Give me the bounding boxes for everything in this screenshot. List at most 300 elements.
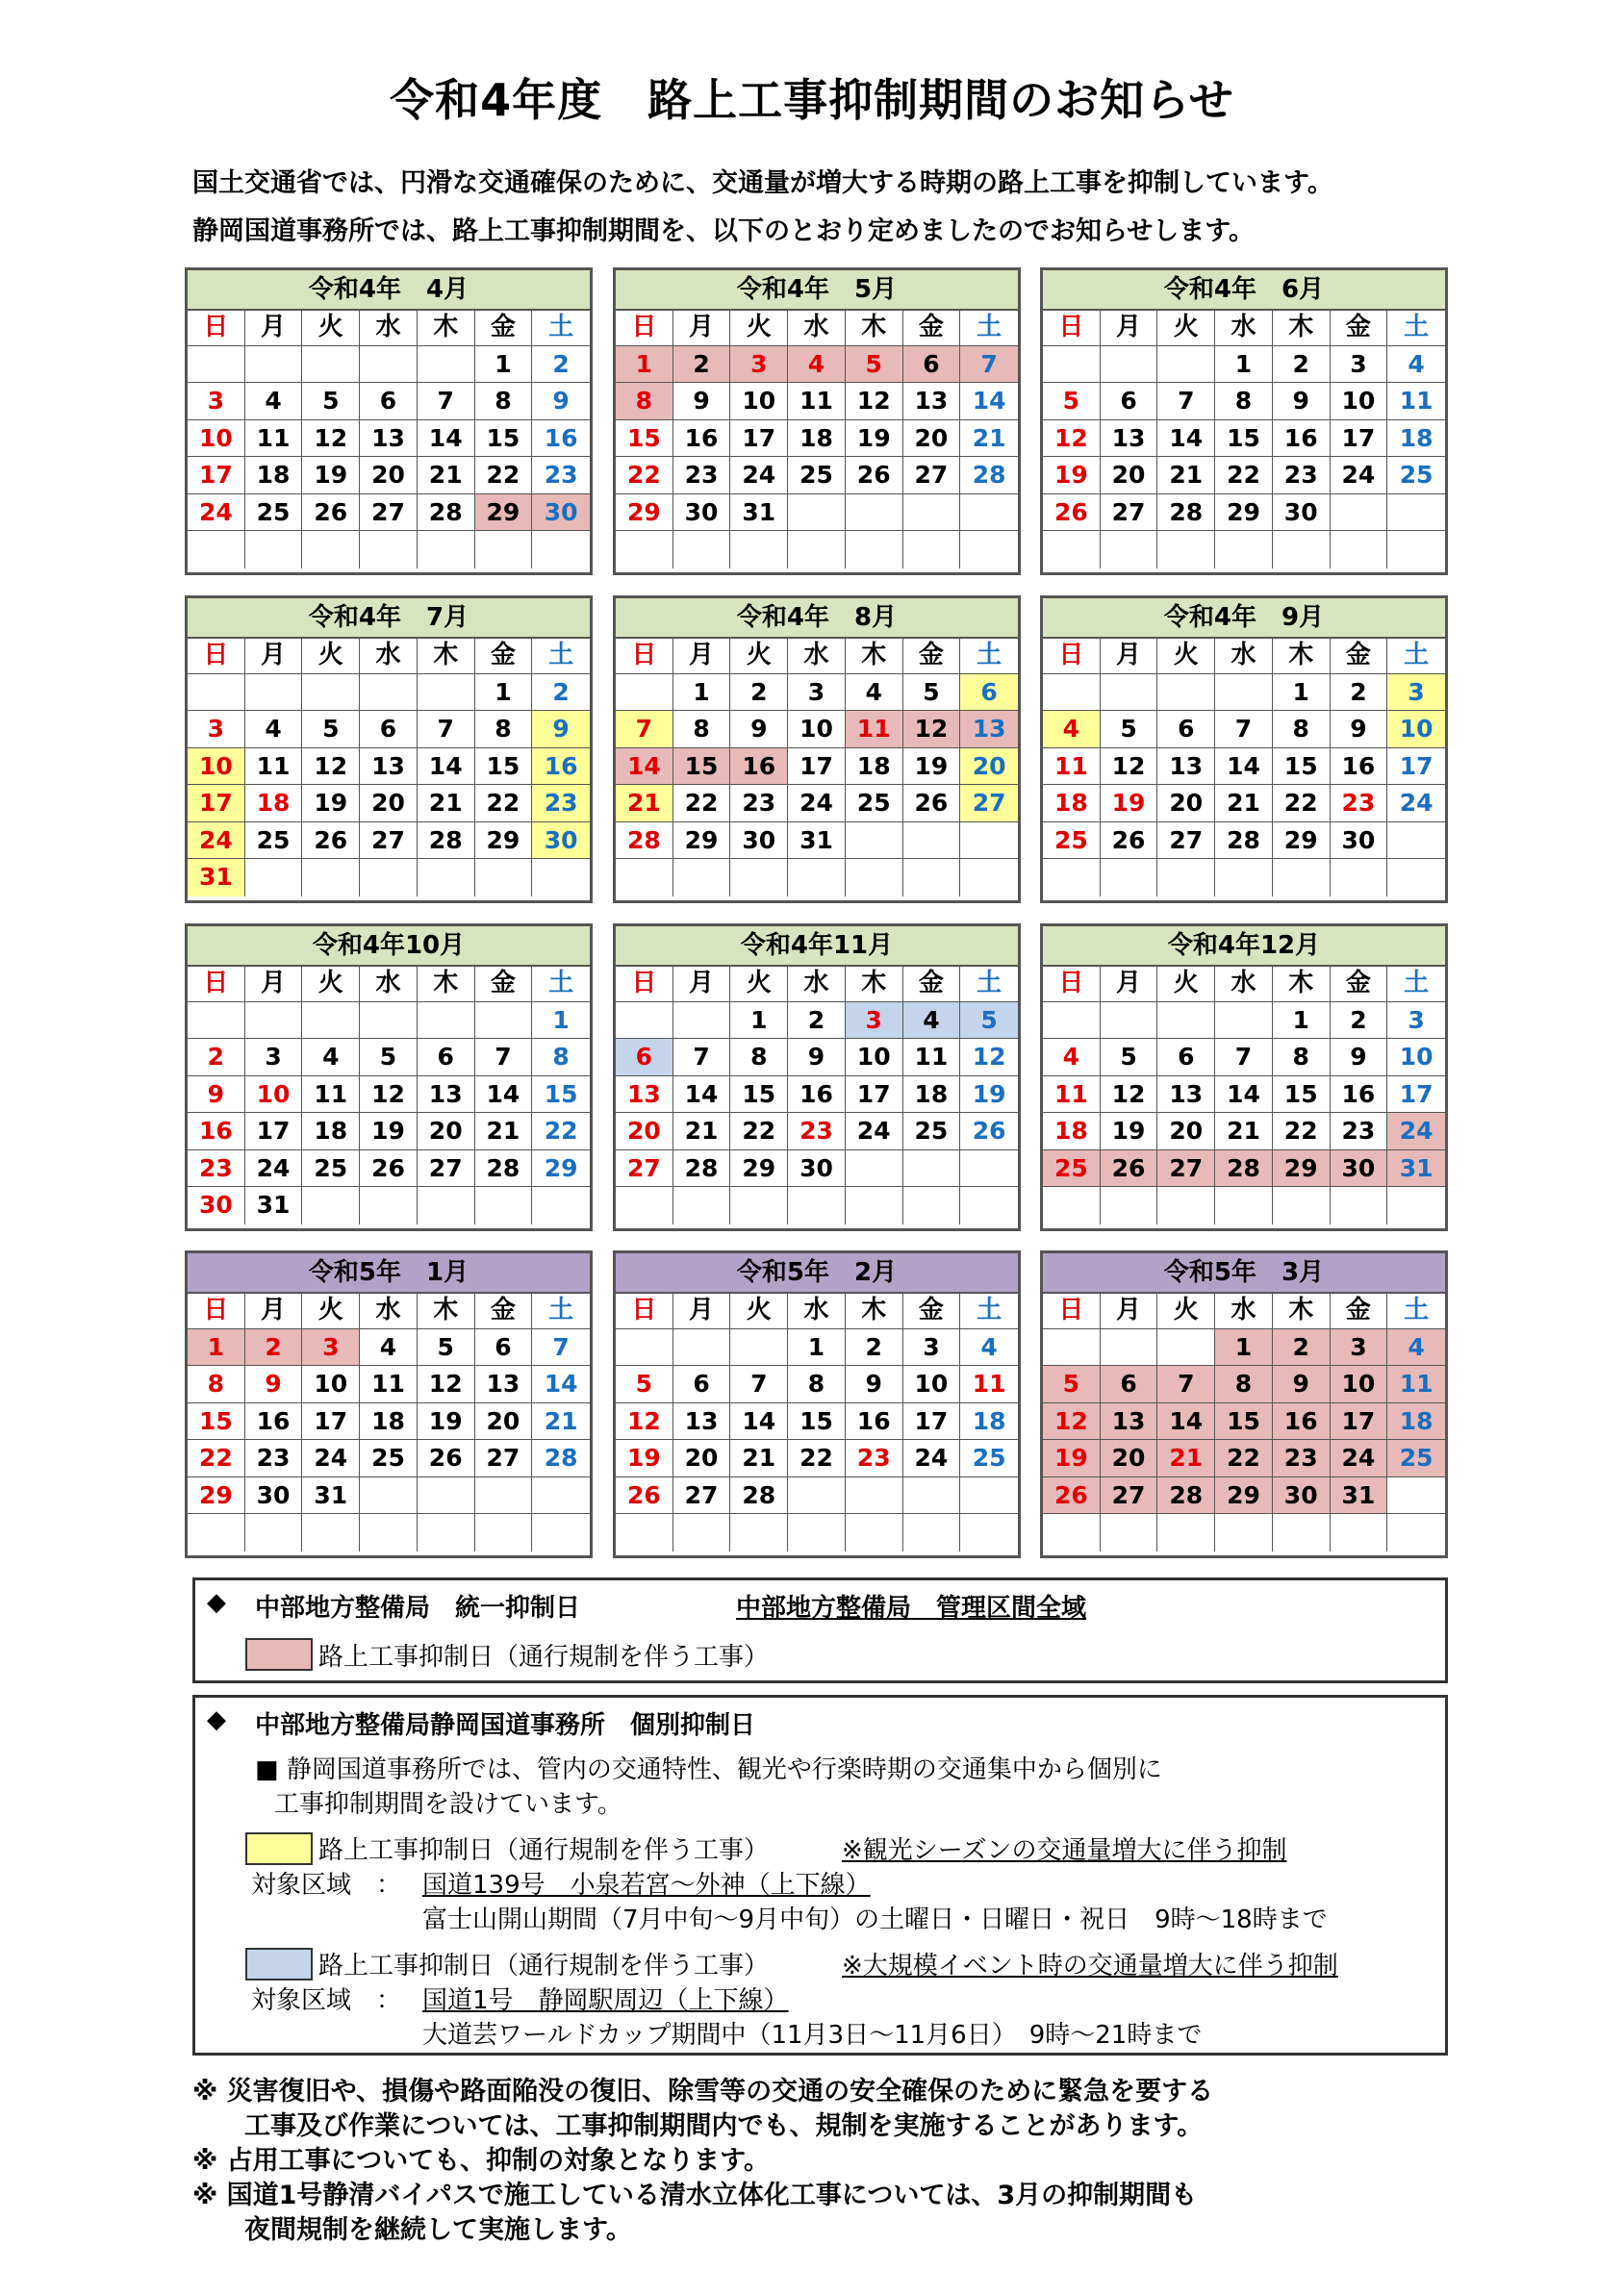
day-cell: 4	[788, 346, 846, 384]
empty-cell	[960, 494, 1018, 532]
empty-cell	[1387, 1514, 1445, 1552]
empty-cell	[903, 531, 961, 568]
day-cell: 2	[846, 1329, 903, 1367]
day-cell: 15	[1273, 748, 1331, 786]
empty-cell	[960, 822, 1018, 860]
empty-cell	[846, 822, 903, 860]
day-cell: 14	[1215, 748, 1273, 786]
day-cell: 14	[1157, 420, 1215, 458]
day-cell: 31	[245, 1187, 303, 1224]
day-cell: 5	[903, 674, 961, 712]
day-cell: 1	[188, 1329, 245, 1367]
day-cell: 18	[1043, 785, 1101, 822]
month-calendar	[185, 1250, 593, 1558]
weekday-header: 水	[1215, 1292, 1273, 1329]
empty-cell	[788, 1187, 846, 1224]
day-cell: 22	[1215, 457, 1273, 494]
month-title: 令和5年 1月	[188, 1253, 590, 1294]
day-cell: 9	[1273, 1366, 1331, 1403]
day-cell: 25	[903, 1113, 961, 1150]
empty-cell	[846, 1477, 903, 1515]
day-cell: 26	[960, 1113, 1018, 1150]
day-cell: 2	[532, 674, 590, 712]
day-cell: 23	[188, 1150, 245, 1188]
day-cell: 29	[475, 822, 533, 860]
empty-cell	[302, 859, 360, 896]
day-cell: 3	[730, 346, 788, 384]
day-cell: 23	[788, 1113, 846, 1150]
weekday-header: 水	[1215, 965, 1273, 1002]
weekday-header: 月	[245, 309, 303, 346]
weekday-header: 木	[418, 309, 475, 346]
day-cell: 11	[1043, 748, 1101, 786]
empty-cell	[730, 1514, 788, 1552]
empty-cell	[673, 1514, 731, 1552]
day-cell: 21	[532, 1403, 590, 1441]
empty-cell	[1387, 859, 1445, 896]
day-cell: 29	[673, 822, 731, 860]
weekday-header: 土	[1387, 637, 1445, 674]
day-cell: 9	[245, 1366, 303, 1403]
day-cell: 20	[475, 1403, 533, 1441]
day-cell: 19	[846, 420, 903, 458]
day-cell: 9	[846, 1366, 903, 1403]
day-cell: 26	[1101, 822, 1158, 860]
weekday-header: 土	[532, 637, 590, 674]
empty-cell	[1215, 859, 1273, 896]
weekday-header: 土	[532, 309, 590, 346]
weekday-header: 木	[1273, 309, 1331, 346]
day-cell: 21	[730, 1440, 788, 1477]
day-cell: 11	[903, 1039, 961, 1076]
day-cell: 19	[960, 1076, 1018, 1114]
month-calendar	[1040, 595, 1448, 903]
day-cell: 16	[730, 748, 788, 786]
weekday-header: 木	[1273, 637, 1331, 674]
day-cell: 1	[730, 1002, 788, 1040]
day-cell: 8	[1273, 711, 1331, 748]
empty-cell	[903, 1514, 961, 1552]
day-cell: 21	[673, 1113, 731, 1150]
day-cell: 11	[1043, 1076, 1101, 1114]
weekday-header: 木	[846, 1292, 903, 1329]
day-cell: 8	[532, 1039, 590, 1076]
day-cell: 14	[616, 748, 673, 786]
day-cell: 17	[1331, 1403, 1388, 1441]
empty-cell	[302, 531, 360, 568]
weekday-header: 日	[188, 1292, 245, 1329]
day-cell: 18	[360, 1403, 418, 1441]
day-cell: 28	[616, 822, 673, 860]
weekday-header: 月	[673, 309, 731, 346]
empty-cell	[1157, 674, 1215, 712]
day-cell: 9	[1331, 1039, 1388, 1076]
weekday-header: 火	[302, 309, 360, 346]
weekday-header: 土	[1387, 309, 1445, 346]
empty-cell	[788, 531, 846, 568]
empty-cell	[960, 1150, 1018, 1188]
day-cell: 8	[475, 383, 533, 420]
day-cell: 14	[418, 748, 475, 786]
day-cell: 23	[1331, 1113, 1388, 1150]
intro-line-1: 国土交通省では、円滑な交通確保のために、交通量が増大する時期の路上工事を抑制しています。	[192, 168, 1333, 198]
day-cell: 29	[1273, 1150, 1331, 1188]
day-cell: 15	[730, 1076, 788, 1114]
empty-cell	[673, 1187, 731, 1224]
day-cell: 30	[188, 1187, 245, 1224]
empty-cell	[532, 1477, 590, 1515]
day-cell: 6	[1157, 1039, 1215, 1076]
day-cell: 28	[418, 494, 475, 532]
weekday-header: 火	[730, 1292, 788, 1329]
day-cell: 18	[903, 1076, 961, 1114]
empty-cell	[475, 1477, 533, 1515]
weekday-header: 土	[532, 965, 590, 1002]
day-cell: 13	[1101, 420, 1158, 458]
note-line-4: ※ 国道1号静清バイパスで施工している清水立体化工事については、3月の抑制期間も	[192, 2181, 1198, 2210]
day-cell: 17	[730, 420, 788, 458]
weekday-header: 月	[1101, 637, 1158, 674]
day-cell: 10	[1331, 1366, 1388, 1403]
weekday-header: 日	[188, 309, 245, 346]
empty-cell	[1043, 346, 1101, 384]
day-cell: 5	[1043, 1366, 1101, 1403]
legend-unified-heading: 中部地方整備局 統一抑制日	[255, 1594, 581, 1623]
day-cell: 29	[532, 1150, 590, 1188]
day-cell: 6	[360, 383, 418, 420]
legend-unified	[192, 1577, 1448, 1683]
weekday-header: 月	[245, 1292, 303, 1329]
page-title: 令和4年度 路上工事抑制期間のお知らせ	[390, 74, 1234, 126]
day-cell: 12	[418, 1366, 475, 1403]
day-cell: 21	[1157, 457, 1215, 494]
day-cell: 14	[418, 420, 475, 458]
empty-cell	[1331, 1187, 1388, 1224]
day-cell: 3	[846, 1002, 903, 1040]
empty-cell	[846, 859, 903, 896]
day-cell: 22	[616, 457, 673, 494]
day-cell: 16	[1273, 1403, 1331, 1441]
day-cell: 7	[960, 346, 1018, 384]
empty-cell	[532, 1514, 590, 1552]
empty-cell	[360, 1002, 418, 1040]
day-cell: 6	[1101, 383, 1158, 420]
empty-cell	[1157, 1514, 1215, 1552]
day-cell: 9	[1331, 711, 1388, 748]
empty-cell	[846, 1514, 903, 1552]
weekday-header: 土	[960, 637, 1018, 674]
day-cell: 2	[1331, 1002, 1388, 1040]
day-cell: 14	[730, 1403, 788, 1441]
month-title: 令和4年 9月	[1043, 598, 1445, 639]
day-cell: 10	[1331, 383, 1388, 420]
day-cell: 16	[673, 420, 731, 458]
day-cell: 20	[418, 1113, 475, 1150]
day-cell: 5	[360, 1039, 418, 1076]
empty-cell	[418, 1477, 475, 1515]
day-cell: 19	[302, 457, 360, 494]
weekday-header: 水	[788, 1292, 846, 1329]
day-cell: 29	[1273, 822, 1331, 860]
weekday-header: 月	[245, 637, 303, 674]
day-cell: 3	[788, 674, 846, 712]
day-cell: 7	[730, 1366, 788, 1403]
day-cell: 31	[1331, 1477, 1388, 1515]
day-cell: 29	[475, 494, 533, 532]
empty-cell	[1273, 859, 1331, 896]
day-cell: 30	[788, 1150, 846, 1188]
day-cell: 27	[418, 1150, 475, 1188]
weekday-header: 日	[1043, 965, 1101, 1002]
day-cell: 9	[673, 383, 731, 420]
empty-cell	[616, 531, 673, 568]
empty-cell	[245, 1002, 303, 1040]
day-cell: 26	[1043, 494, 1101, 532]
day-cell: 25	[1043, 1150, 1101, 1188]
empty-cell	[1101, 1187, 1158, 1224]
day-cell: 24	[730, 457, 788, 494]
day-cell: 13	[903, 383, 961, 420]
day-cell: 28	[1157, 494, 1215, 532]
day-cell: 19	[903, 748, 961, 786]
empty-cell	[960, 859, 1018, 896]
empty-cell	[532, 859, 590, 896]
day-cell: 27	[1157, 1150, 1215, 1188]
day-cell: 12	[903, 711, 961, 748]
weekday-header: 火	[302, 637, 360, 674]
day-cell: 6	[960, 674, 1018, 712]
weekday-header: 金	[903, 965, 961, 1002]
weekday-header: 金	[903, 637, 961, 674]
day-cell: 18	[960, 1403, 1018, 1441]
day-cell: 25	[788, 457, 846, 494]
weekday-header: 水	[788, 637, 846, 674]
diamond-icon: ◆	[207, 1705, 226, 1734]
month-title: 令和4年 6月	[1043, 270, 1445, 311]
month-calendar	[185, 923, 593, 1231]
empty-cell	[1331, 531, 1388, 568]
day-cell: 8	[788, 1366, 846, 1403]
empty-cell	[1101, 346, 1158, 384]
day-cell: 11	[302, 1076, 360, 1114]
day-cell: 5	[616, 1366, 673, 1403]
day-cell: 20	[960, 748, 1018, 786]
legend-blue-period: 大道芸ワールドカップ期間中（11月3日～11月6日） 9時～21時まで	[422, 2021, 1203, 2050]
day-cell: 19	[1101, 785, 1158, 822]
day-cell: 10	[302, 1366, 360, 1403]
day-cell: 27	[1157, 822, 1215, 860]
month-title: 令和4年12月	[1043, 926, 1445, 967]
day-cell: 2	[532, 346, 590, 384]
day-cell: 7	[532, 1329, 590, 1367]
empty-cell	[1101, 1329, 1158, 1367]
day-cell: 18	[788, 420, 846, 458]
day-cell: 24	[788, 785, 846, 822]
day-cell: 6	[418, 1039, 475, 1076]
day-cell: 22	[730, 1113, 788, 1150]
legend-desc-2: 工事抑制期間を設けています。	[274, 1790, 622, 1819]
day-cell: 20	[1101, 1440, 1158, 1477]
empty-cell	[1387, 494, 1445, 532]
weekday-header: 金	[475, 637, 533, 674]
empty-cell	[1387, 531, 1445, 568]
day-cell: 18	[245, 457, 303, 494]
empty-cell	[903, 1477, 961, 1515]
empty-cell	[1331, 1514, 1388, 1552]
day-cell: 25	[1043, 822, 1101, 860]
weekday-header: 水	[788, 309, 846, 346]
empty-cell	[302, 1514, 360, 1552]
month-calendar	[1040, 1250, 1448, 1558]
weekday-header: 水	[360, 637, 418, 674]
empty-cell	[360, 346, 418, 384]
day-cell: 21	[1215, 785, 1273, 822]
day-cell: 21	[1215, 1113, 1273, 1150]
day-cell: 4	[245, 383, 303, 420]
day-cell: 14	[475, 1076, 533, 1114]
empty-cell	[903, 1150, 961, 1188]
empty-cell	[1273, 1514, 1331, 1552]
empty-cell	[1157, 346, 1215, 384]
day-cell: 1	[475, 674, 533, 712]
weekday-header: 月	[673, 965, 731, 1002]
day-cell: 21	[418, 457, 475, 494]
day-cell: 26	[302, 822, 360, 860]
day-cell: 23	[1273, 1440, 1331, 1477]
day-cell: 17	[188, 457, 245, 494]
note-line-3: ※ 占用工事についても、抑制の対象となります。	[192, 2146, 770, 2176]
day-cell: 7	[475, 1039, 533, 1076]
day-cell: 1	[673, 674, 731, 712]
day-cell: 9	[788, 1039, 846, 1076]
day-cell: 23	[1273, 457, 1331, 494]
empty-cell	[846, 494, 903, 532]
empty-cell	[245, 674, 303, 712]
day-cell: 31	[730, 494, 788, 532]
weekday-header: 月	[245, 965, 303, 1002]
empty-cell	[1331, 494, 1388, 532]
empty-cell	[418, 1002, 475, 1040]
empty-cell	[475, 531, 533, 568]
day-cell: 15	[788, 1403, 846, 1441]
empty-cell	[730, 1329, 788, 1367]
day-cell: 9	[730, 711, 788, 748]
day-cell: 9	[532, 383, 590, 420]
day-cell: 10	[846, 1039, 903, 1076]
day-cell: 26	[418, 1440, 475, 1477]
weekday-header: 火	[1157, 309, 1215, 346]
day-cell: 4	[1043, 1039, 1101, 1076]
empty-cell	[245, 531, 303, 568]
empty-cell	[188, 346, 245, 384]
empty-cell	[960, 1477, 1018, 1515]
empty-cell	[673, 1329, 731, 1367]
day-cell: 5	[302, 383, 360, 420]
empty-cell	[903, 1187, 961, 1224]
day-cell: 16	[846, 1403, 903, 1441]
day-cell: 4	[1387, 346, 1445, 384]
day-cell: 21	[475, 1113, 533, 1150]
day-cell: 11	[846, 711, 903, 748]
day-cell: 12	[1101, 1076, 1158, 1114]
day-cell: 12	[302, 748, 360, 786]
empty-cell	[788, 1477, 846, 1515]
day-cell: 28	[730, 1477, 788, 1515]
day-cell: 28	[960, 457, 1018, 494]
intro-line-2: 静岡国道事務所では、路上工事抑制期間を、以下のとおり定めましたのでお知らせします。	[192, 216, 1256, 246]
day-cell: 3	[188, 711, 245, 748]
weekday-header: 日	[616, 1292, 673, 1329]
day-cell: 11	[1387, 1366, 1445, 1403]
weekday-header: 日	[1043, 637, 1101, 674]
day-cell: 7	[1157, 1366, 1215, 1403]
day-cell: 25	[1387, 457, 1445, 494]
day-cell: 17	[1331, 420, 1388, 458]
weekday-header: 木	[846, 309, 903, 346]
day-cell: 31	[788, 822, 846, 860]
day-cell: 24	[846, 1113, 903, 1150]
day-cell: 12	[846, 383, 903, 420]
day-cell: 12	[616, 1403, 673, 1441]
day-cell: 13	[475, 1366, 533, 1403]
legend-yellow-area-label: 対象区域 ：	[251, 1871, 402, 1900]
empty-cell	[360, 859, 418, 896]
day-cell: 16	[188, 1113, 245, 1150]
day-cell: 24	[245, 1150, 303, 1188]
day-cell: 28	[673, 1150, 731, 1188]
empty-cell	[673, 531, 731, 568]
day-cell: 4	[360, 1329, 418, 1367]
empty-cell	[418, 674, 475, 712]
day-cell: 20	[1157, 785, 1215, 822]
day-cell: 23	[846, 1440, 903, 1477]
day-cell: 10	[245, 1076, 303, 1114]
day-cell: 21	[1157, 1440, 1215, 1477]
day-cell: 18	[1387, 1403, 1445, 1441]
day-cell: 15	[1215, 420, 1273, 458]
day-cell: 8	[730, 1039, 788, 1076]
day-cell: 3	[188, 383, 245, 420]
day-cell: 25	[846, 785, 903, 822]
empty-cell	[616, 859, 673, 896]
legend-blue-note: ※大規模イベント時の交通量増大に伴う抑制	[842, 1952, 1338, 1981]
day-cell: 10	[188, 420, 245, 458]
day-cell: 25	[360, 1440, 418, 1477]
empty-cell	[730, 1187, 788, 1224]
empty-cell	[418, 531, 475, 568]
weekday-header: 木	[1273, 1292, 1331, 1329]
day-cell: 3	[1331, 346, 1388, 384]
weekday-header: 水	[788, 965, 846, 1002]
day-cell: 16	[1273, 420, 1331, 458]
day-cell: 24	[1387, 1113, 1445, 1150]
day-cell: 20	[1101, 457, 1158, 494]
day-cell: 4	[245, 711, 303, 748]
empty-cell	[960, 1514, 1018, 1552]
weekday-header: 金	[903, 309, 961, 346]
month-title: 令和4年 4月	[188, 270, 590, 311]
empty-cell	[616, 1514, 673, 1552]
legend-yellow-note: ※観光シーズンの交通量増大に伴う抑制	[842, 1836, 1287, 1865]
day-cell: 10	[1387, 1039, 1445, 1076]
day-cell: 15	[532, 1076, 590, 1114]
day-cell: 19	[1101, 1113, 1158, 1150]
day-cell: 3	[1387, 674, 1445, 712]
empty-cell	[1157, 859, 1215, 896]
day-cell: 18	[302, 1113, 360, 1150]
empty-cell	[846, 531, 903, 568]
day-cell: 22	[475, 785, 533, 822]
